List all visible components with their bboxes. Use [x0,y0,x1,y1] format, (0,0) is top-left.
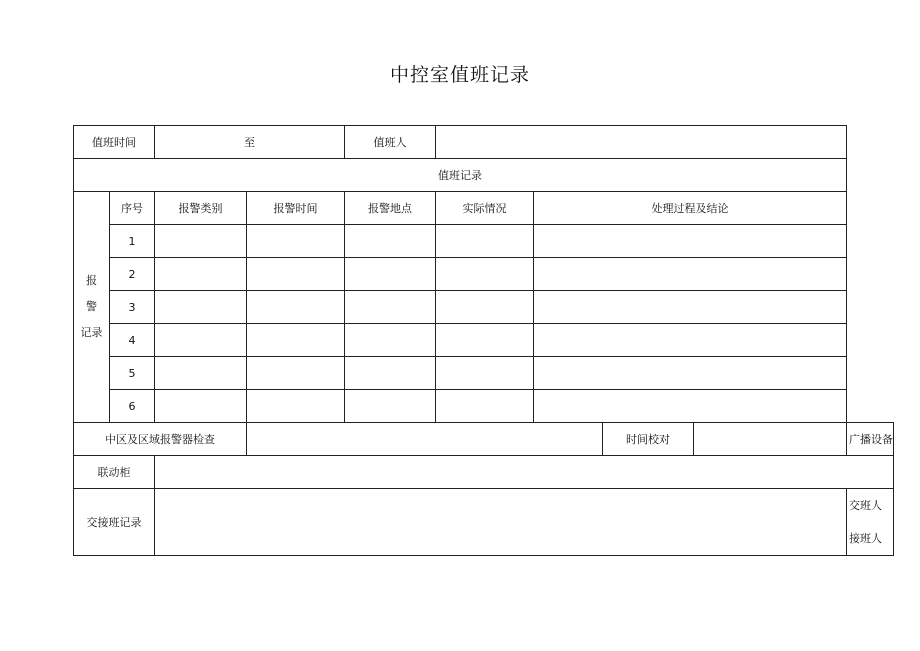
handover-signatures [847,489,894,556]
duty-record-table [73,125,894,556]
table-row [74,225,894,258]
alarm-location-cell[interactable] [345,258,436,291]
zone-check-field[interactable] [247,423,603,456]
actual-situation-cell[interactable] [436,357,534,390]
linkage-label: 联动柜 [74,456,155,489]
duty-time-range[interactable]: 至 [155,126,345,159]
linkage-field[interactable] [155,456,894,489]
alarm-time-cell[interactable] [247,291,345,324]
handling-conclusion-cell[interactable] [534,324,847,357]
alarm-location-cell[interactable] [345,291,436,324]
alarm-type-cell[interactable] [155,390,247,423]
handling-conclusion-cell[interactable] [534,291,847,324]
row-number: 3 [110,291,155,324]
alarm-time-cell[interactable] [247,324,345,357]
duty-time-row [74,126,894,159]
table-row [74,324,894,357]
handling-conclusion-cell[interactable] [534,258,847,291]
row-number: 4 [110,324,155,357]
row-number: 6 [110,390,155,423]
alarm-type-cell[interactable] [155,291,247,324]
handover-row [74,489,894,556]
handover-by-label: 交班人 [849,499,882,512]
row-number: 5 [110,357,155,390]
table-row [74,357,894,390]
linkage-row [74,456,894,489]
handover-label: 交接班记录 [74,489,155,556]
duty-person-field[interactable] [436,126,847,159]
time-check-label: 时间校对 [603,423,694,456]
duty-time-label: 值班时间 [74,126,155,159]
alarm-location-cell[interactable] [345,357,436,390]
alarm-type-cell[interactable] [155,258,247,291]
alarm-label-line2: 记录 [80,326,103,339]
handover-field[interactable] [155,489,847,556]
zone-check-label: 中区及区域报警器检查 [74,423,247,456]
alarm-section-label [74,192,110,423]
alarm-time-cell[interactable] [247,258,345,291]
alarm-time-cell[interactable] [247,357,345,390]
alarm-time-cell[interactable] [247,225,345,258]
actual-situation-cell[interactable] [436,291,534,324]
alarm-location-cell[interactable] [345,390,436,423]
alarm-type-cell[interactable] [155,324,247,357]
time-check-field[interactable] [694,423,847,456]
table-row [74,390,894,423]
col-header-alarm-type: 报警类别 [155,192,247,225]
row-number: 2 [110,258,155,291]
col-header-no: 序号 [110,192,155,225]
handling-conclusion-cell[interactable] [534,225,847,258]
handling-conclusion-cell[interactable] [534,390,847,423]
alarm-location-cell[interactable] [345,324,436,357]
actual-situation-cell[interactable] [436,390,534,423]
broadcast-label: 广播设备 [847,423,894,456]
table-row [74,291,894,324]
row-number: 1 [110,225,155,258]
received-by-label: 接班人 [849,532,882,545]
col-header-handling-conclusion: 处理过程及结论 [534,192,847,225]
alarm-time-cell[interactable] [247,390,345,423]
handling-conclusion-cell[interactable] [534,357,847,390]
table-row [74,258,894,291]
col-header-actual-situation: 实际情况 [436,192,534,225]
zone-check-row [74,423,894,456]
duty-record-header-row [74,159,894,192]
alarm-type-cell[interactable] [155,357,247,390]
alarm-type-cell[interactable] [155,225,247,258]
alarm-location-cell[interactable] [345,225,436,258]
col-header-alarm-time: 报警时间 [247,192,345,225]
duty-person-label: 值班人 [345,126,436,159]
actual-situation-cell[interactable] [436,258,534,291]
alarm-column-header-row [74,192,894,225]
page-title: 中控室值班记录 [389,64,530,86]
actual-situation-cell[interactable] [436,225,534,258]
actual-situation-cell[interactable] [436,324,534,357]
duty-record-header: 值班记录 [74,159,847,192]
alarm-label-line1: 报警 [86,274,103,313]
col-header-alarm-location: 报警地点 [345,192,436,225]
